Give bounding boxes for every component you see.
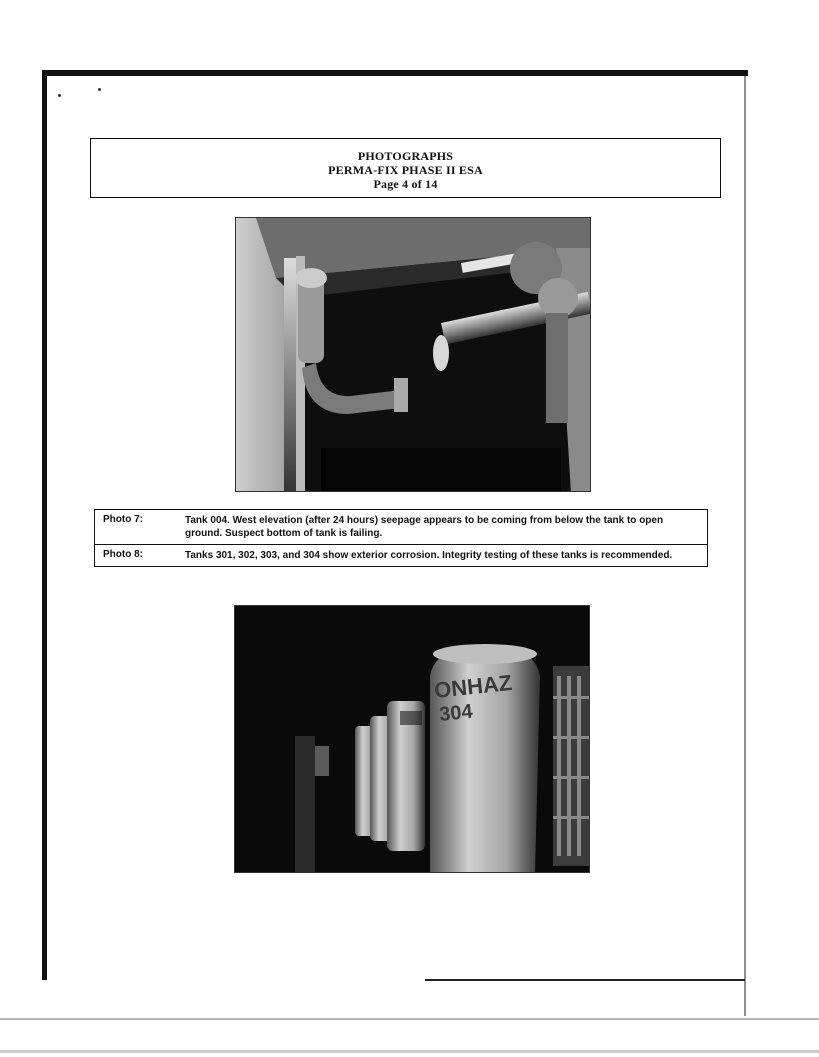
photo-7-tank-piping <box>235 217 591 492</box>
photo-log-header <box>90 138 721 198</box>
photo-8-tank-row <box>234 605 590 873</box>
header-subtitle: PERMA-FIX PHASE II ESA <box>328 163 483 177</box>
caption-row-photo-8 <box>95 544 707 566</box>
tank-stencil-line-2: 304 <box>438 700 474 726</box>
caption-text: Tank 004. West elevation (after 24 hours) seepage appears to be coming from below the tank to open ground. Suspect bottom of tank is failing. <box>185 515 664 539</box>
caption-text: Tanks 301, 302, 303, and 304 show exterior corrosion. Integrity testing of these tanks is recommended. <box>185 550 673 561</box>
header-page-number: Page 4 of 14 <box>373 177 438 191</box>
footer-rule <box>425 979 745 981</box>
caption-label: Photo 7: <box>103 514 143 525</box>
scan-border-top <box>42 70 748 76</box>
scan-border-left <box>42 70 47 980</box>
scan-speck <box>98 88 101 91</box>
scan-border-right <box>744 76 746 1016</box>
scan-edge <box>0 1050 819 1053</box>
scan-edge <box>0 1018 819 1020</box>
photo-caption-table <box>94 509 708 567</box>
header-title: PHOTOGRAPHS <box>357 149 454 163</box>
caption-row-photo-7 <box>95 510 707 544</box>
caption-label: Photo 8: <box>103 549 143 560</box>
scan-speck <box>58 94 61 97</box>
tank-stencil-line-1: ONHAZ <box>432 669 514 703</box>
